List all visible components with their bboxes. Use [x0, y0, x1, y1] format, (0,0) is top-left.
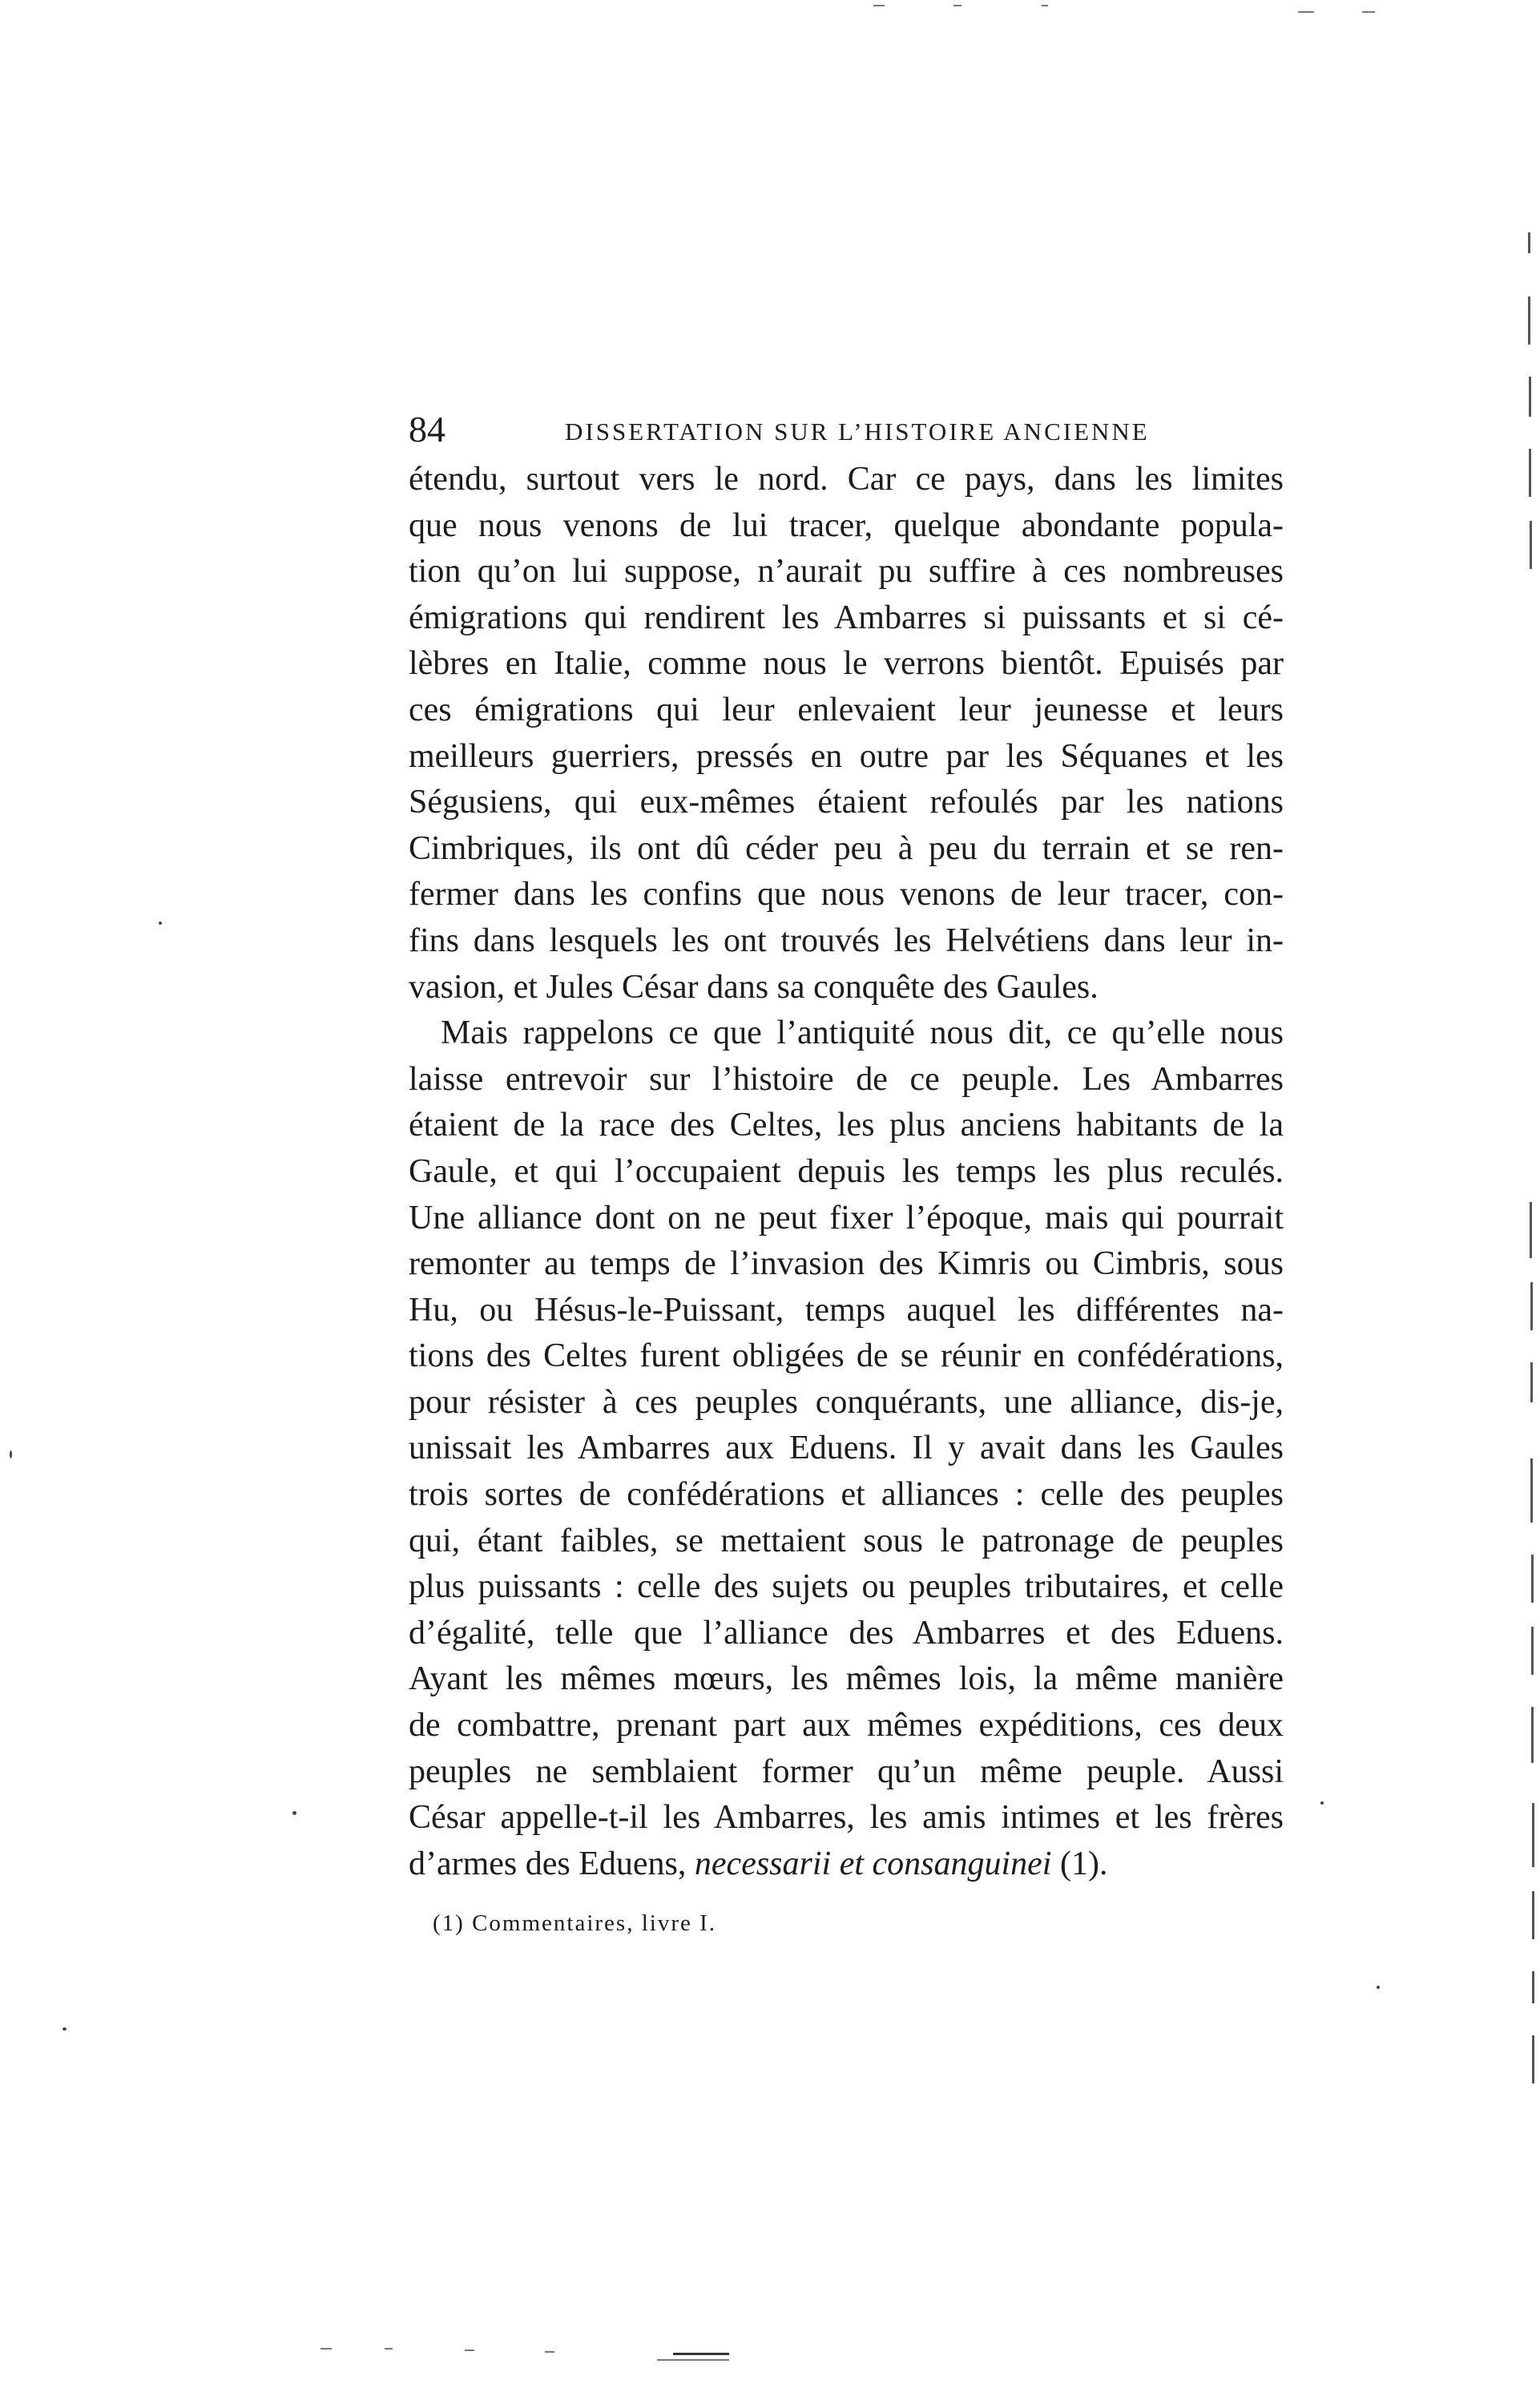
scan-edge-mark — [1531, 1707, 1534, 1763]
scan-edge-dash — [1298, 11, 1314, 13]
text-line: unissait les Ambarres aux Eduens. Il y avait dans les Gaules — [409, 1430, 1284, 1467]
text-line: étaient de la race des Celtes, les plus anciens habitants de la — [409, 1107, 1284, 1144]
text-line: remonter au temps de l’invasion des Kimris ou Cimbris, sous — [409, 1245, 1284, 1283]
scan-edge-mark — [1532, 2035, 1534, 2083]
scan-edge-mark — [1530, 521, 1532, 569]
text-line: Ségusiens, qui eux-mêmes étaient refoulés par les nations — [409, 784, 1284, 821]
text-line: d’égalité, telle que l’alliance des Ambarres et des Eduens. — [409, 1614, 1284, 1652]
final-line-prefix: d’armes des Eduens, — [409, 1845, 695, 1882]
text-line: trois sortes de confédérations et alliances : celle des peuples — [409, 1476, 1284, 1514]
page-number: 84 — [409, 409, 445, 450]
scan-edge-dash — [657, 2359, 729, 2361]
scan-edge-mark — [1531, 1627, 1534, 1675]
text-line: émigrations qui rendirent les Ambarres si puissants et si cé- — [409, 599, 1284, 636]
footnote — [433, 1907, 716, 1939]
text-line: pour résister à ces peuples conquérants, une alliance, dis-je, — [409, 1383, 1284, 1421]
scan-edge-dash — [1042, 5, 1048, 6]
body-text — [409, 457, 1284, 1887]
scan-speck — [1320, 1801, 1324, 1805]
footnote-marker: (1) — [433, 1910, 465, 1936]
scan-edge-mark — [1532, 1803, 1534, 1867]
text-line: laisse entrevoir sur l’histoire de ce peuple. Les Ambarres — [409, 1060, 1284, 1098]
scan-edge-dash — [320, 2348, 332, 2350]
text-line: étendu, surtout vers le nord. Car ce pays, dans les limites — [409, 461, 1284, 498]
text-line: que nous venons de lui tracer, quelque abondante popula- — [409, 506, 1284, 544]
text-line: qui, étant faibles, se mettaient sous le patronage de peuples — [409, 1522, 1284, 1559]
text-line: de combattre, prenant part aux mêmes expéditions, ces deux — [409, 1707, 1284, 1745]
footnote-text: Commentaires, livre I. — [472, 1910, 717, 1936]
scan-edge-dash — [1362, 11, 1375, 13]
running-head — [409, 405, 1284, 454]
scan-edge-dash — [673, 2353, 729, 2355]
latin-phrase: necessarii et consanguinei — [694, 1845, 1052, 1882]
text-line: tion qu’on lui suppose, n’aurait pu suffire à ces nombreuses — [409, 553, 1284, 591]
text-line: Hu, ou Hésus-le-Puissant, temps auquel les différentes na- — [409, 1291, 1284, 1329]
scan-edge-mark — [1529, 377, 1531, 417]
scan-edge-mark — [1530, 1458, 1533, 1523]
scan-speck — [159, 922, 162, 925]
scan-speck — [1377, 1986, 1380, 1989]
text-line: vasion, et Jules César dans sa conquête des Gaules. — [409, 968, 1099, 1006]
text-line: Une alliance dont on ne peut fixer l’époque, mais qui pourrait — [409, 1199, 1284, 1236]
footnote-reference: (1). — [1051, 1845, 1108, 1882]
scan-edge-mark — [1532, 1891, 1534, 1939]
scan-speck — [10, 1450, 12, 1458]
text-line: peuples ne semblaient former qu’un même peuple. Aussi — [409, 1753, 1284, 1790]
text-line: plus puissants : celle des sujets ou peuples tributaires, et celle — [409, 1568, 1284, 1606]
scan-edge-mark — [1531, 1555, 1534, 1603]
text-line: tions des Celtes furent obligées de se réunir en confédérations, — [409, 1337, 1284, 1375]
scan-speck — [62, 2027, 67, 2031]
scan-edge-dash — [873, 5, 885, 6]
scan-edge-mark — [1528, 296, 1530, 345]
text-line: fermer dans les confins que nous venons de leur tracer, con- — [409, 876, 1284, 914]
scan-edge-dash — [465, 2350, 474, 2351]
scan-edge-mark — [1528, 232, 1530, 253]
text-line: Ayant les mêmes mœurs, les mêmes lois, la même manière — [409, 1660, 1284, 1698]
scan-edge-mark — [1530, 1362, 1533, 1402]
text-line: César appelle-t-il les Ambarres, les amis intimes et les frères — [409, 1799, 1284, 1837]
scan-edge-mark — [1529, 449, 1531, 497]
scan-edge-dash — [953, 5, 961, 6]
paragraph-start-line: Mais rappelons ce que l’antiquité nous dit, ce qu’elle nous — [441, 1014, 1284, 1052]
text-line: ces émigrations qui leur enlevaient leur jeunesse et leurs — [409, 691, 1284, 728]
running-title: DISSERTATION SUR L’HISTOIRE ANCIENNE — [565, 417, 1150, 446]
final-text-line — [409, 1841, 1284, 1888]
text-line: meilleurs guerriers, pressés en outre par les Séquanes et les — [409, 737, 1284, 775]
scan-edge-dash — [545, 2351, 554, 2353]
text-line: Gaule, et qui l’occupaient depuis les temps les plus reculés. — [409, 1152, 1284, 1190]
scan-edge-dash — [385, 2348, 393, 2350]
text-line: Cimbriques, ils ont dû céder peu à peu du terrain et se ren- — [409, 829, 1284, 867]
text-line: lèbres en Italie, comme nous le verrons bientôt. Epuisés par — [409, 645, 1284, 683]
scan-edge-mark — [1532, 1971, 1534, 2003]
text-line: fins dans lesquels les ont trouvés les Helvétiens dans leur in- — [409, 922, 1284, 959]
scan-speck — [292, 1811, 296, 1815]
scan-edge-mark — [1530, 1282, 1533, 1330]
scan-edge-mark — [1530, 1202, 1532, 1258]
